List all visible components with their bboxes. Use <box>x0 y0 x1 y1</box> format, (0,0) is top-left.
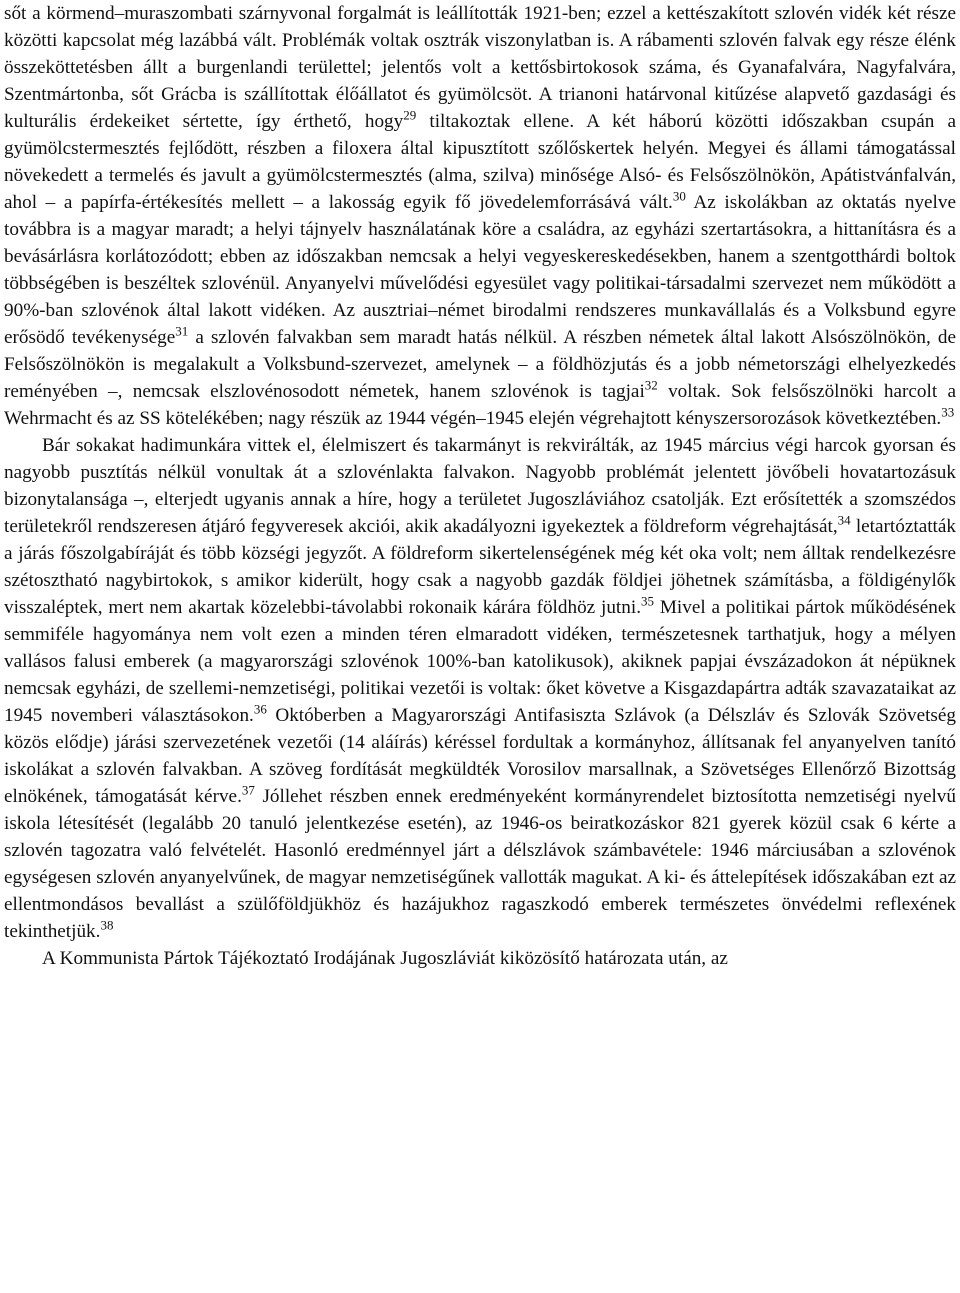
paragraph-text: tiltakoztak ellene. A két háború közötti időszakban csupán a gyümölcstermesztés fejlődött, részben a filoxera által kipusztított szőlőskertek helyén. Megyei és állami támogatással növekedett a termelés és javult a gyümölcstermesztés (alma, szilva) minősége Alsó- és Felsőszölnökön, Apátistvánfalván, ahol – a papírfa-értékesítés mellett – a lakosság egyik fő jövedelemforrásává vált. <box>4 111 956 213</box>
footnote-reference: 30 <box>672 188 686 204</box>
footnote-reference: 38 <box>100 917 114 933</box>
paragraph-text: letartóztatták a járás főszolgabíráját és több községi jegyzőt. A földreform sikertelenségének még két oka volt; nem álltak rendelkezésre szétosztható nagybirtokok, s amikor kiderült, hogy csak a nagyobb gazdák földjei jöhetnek számításba, a földigénylők visszaléptek, mert nem akartak közelebbi-távolabbi rokonaik kárára földhöz jutni. <box>4 516 956 618</box>
footnote-reference: 37 <box>241 782 255 798</box>
footnote-reference: 29 <box>403 107 417 123</box>
body-paragraph <box>4 0 956 432</box>
body-paragraph <box>4 432 956 945</box>
footnote-reference: 31 <box>175 323 189 339</box>
paragraph-text: Mivel a politikai pártok működésének semmiféle hagyománya nem volt ezen a minden téren elmaradott vidéken, természetesnek tarthatjuk, hogy a mélyen vallásos falusi emberek (a magyarországi szlovénok 100%-ban katolikusok), akiknek papjai évszázadokon át népüknek nemcsak egyházi, de szellemi-nemzetiségi, politikai vezetői is voltak: őket követve a Kisgazdapártra adták szavazataikat az 1945 novemberi választásokon. <box>4 597 956 726</box>
paragraph-text: Az iskolákban az oktatás nyelve továbbra is a magyar maradt; a helyi tájnyelv használatának köre a családra, az egyházi szertartásokra, a hittanításra és a bevásárlásra korlátozódott; ebben az időszakban nemcsak a helyi vegyeskereskedésekben, hanem a szentgotthárdi boltok többségében is beszéltek szlovénül. Anyanyelvi művelődési egyesület vagy politikai-társadalmi szervezet nem működött a 90%-ban szlovénok által lakott vidéken. Az ausztriai–német birodalmi rendszeres munkavállalás és a Volksbund egyre erősödő tevékenysége <box>4 192 956 348</box>
footnote-reference: 36 <box>253 701 267 717</box>
footnote-reference: 33 <box>941 404 955 420</box>
paragraph-text: voltak. Sok felsőszölnöki harcolt a Wehrmacht és az SS kötelékében; nagy részük az 1944 végén–1945 elején végrehajtott kényszersorozások következtében. <box>4 381 956 429</box>
footnote-reference: 35 <box>641 593 654 609</box>
paragraph-text: Bár sokakat hadimunkára vittek el, élelmiszert és takarmányt is rekvirálták, az 1945 március végi harcok gyorsan és nagyobb pusztítás nélkül vonultak át a szlovénlakta falvakon. Nagyobb problémát jelentett jövőbeli hovatartozásuk bizonytalansága –, elterjedt ugyanis annak a híre, hogy a területet Jugoszláviához csatolják. Ezt erősítették a szomszédos területekről rendszeresen átjáró fegyveresek akciói, akik akadályozni igyekeztek a földreform végrehajtását, <box>4 435 956 537</box>
footnote-reference: 32 <box>644 377 658 393</box>
paragraph-text: a szlovén falvakban sem maradt hatás nélkül. A részben németek által lakott Alsószölnökön, de Felsőszölnökön is megalakult a Volksbund-szervezet, amelynek – a földhözjutás és a jobb németországi elhelyezkedés reményében –, nemcsak elszlovénosodott németek, hanem szlovénok is tagjai <box>4 327 956 402</box>
paragraph-text: A Kommunista Pártok Tájékoztató Irodájának Jugoszláviát kiközösítő határozata után, az <box>42 948 728 969</box>
paragraph-text: Októberben a Magyarországi Antifasiszta Szlávok (a Délszláv és Szlovák Szövetség közös elődje) járási szervezetének vezetői (14 aláírás) kéréssel fordultak a kormányhoz, állítsanak fel anyanyelven tanító iskolákat a szlovén falvakban. A szöveg fordítását megküldték Vorosilov marsallnak, a Szövetséges Ellenőrző Bizottság elnökének, támogatását kérve. <box>4 705 956 807</box>
footnote-reference: 34 <box>837 512 851 528</box>
paragraph-text: Jóllehet részben ennek eredményeként kormányrendelet biztosította nemzetiségi nyelvű iskola létesítését (legalább 20 tanuló jelentkezése esetén), az 1946-os beiratkozáskor 821 gyerek közül csak 6 kérte a szlovén tagozatra való felvételét. Hasonló eredménnyel járt a délszlávok számbavétele: 1946 márciusában a szlovénok egységesen szlovén anyanyelvűnek, de magyar nemzetiségűnek vallották magukat. A ki- és áttelepítések időszakában ezt az ellentmondásos bevallást a szülőföldjükhöz és hazájukhoz ragaszkodó emberek természetes önvédelmi reflexének tekinthetjük. <box>4 786 956 942</box>
body-paragraph <box>4 945 956 972</box>
paragraph-text: sőt a körmend–muraszombati szárnyvonal forgalmát is leállították 1921-ben; ezzel a kettészakított szlovén vidék két része közötti kapcsolat még lazábbá vált. Problémák voltak osztrák viszonylatban is. A rábamenti szlovén falvak egy része élénk összeköttetésben állt a burgenlandi területtel; jelentős volt a kettősbirtokosok száma, és Gyanafalvára, Nagyfalvára, Szentmártonba, sőt Grácba is szállítottak élőállatot és gyümölcsöt. A trianoni határvonal kitűzése alapvető gazdasági és kulturális érdekeiket sértette, így érthető, hogy <box>4 3 956 132</box>
